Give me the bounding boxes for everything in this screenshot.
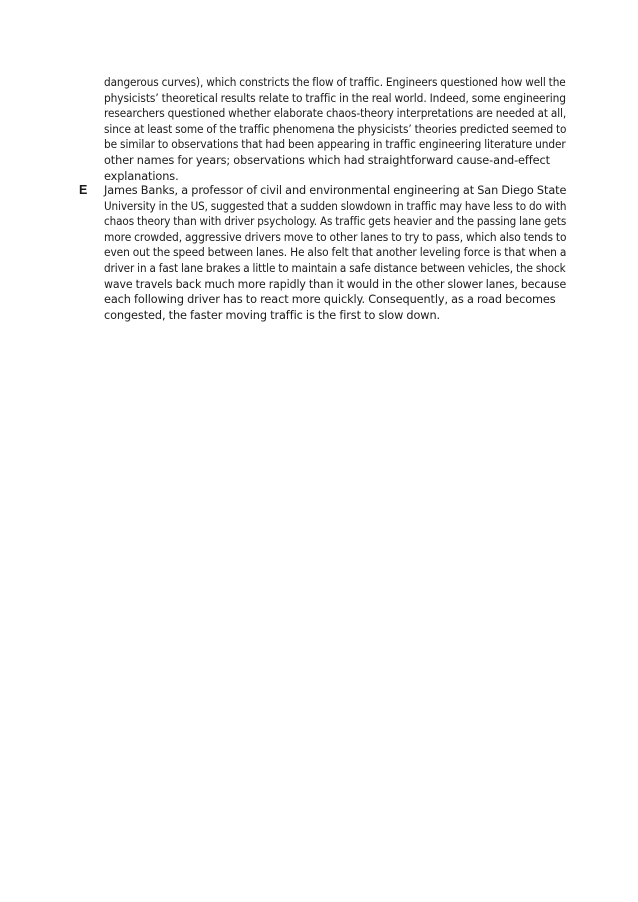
text-line: wave travels back much more rapidly than it would in the other slower lanes, because: [104, 277, 567, 291]
text-line: chaos theory than with driver psychology. As traffic gets heavier and the passing lane gets: [104, 215, 567, 229]
text-line: be similar to observations that had been appearing in traffic engineering literature under: [104, 138, 566, 152]
text-line: even out the speed between lanes. He also felt that another leveling force is that when a: [104, 246, 567, 260]
text-line: University in the US, suggested that a sudden slowdown in traffic may have less to do with: [104, 199, 567, 213]
text-line: researchers questioned whether elaborate chaos-theory interpretations are needed at all,: [104, 107, 567, 121]
text-line: more crowded, aggressive drivers move to other lanes to try to pass, which also tends to: [104, 230, 567, 244]
text-line: other names for years; observations which had straightforward cause-and-effect: [104, 153, 550, 167]
text-line: congested, the faster moving traffic is the first to slow down.: [104, 308, 440, 322]
text-line: James Banks, a professor of civil and environmental engineering at San Diego State: [104, 184, 567, 197]
paragraph-e: [104, 183, 566, 323]
text-line: physicists’ theoretical results relate to traffic in the real world. Indeed, some engineering: [104, 91, 566, 105]
text-line: driver in a fast lane brakes a little to maintain a safe distance between vehicles, the shock: [104, 261, 566, 275]
text-line: since at least some of the traffic phenomena the physicists’ theories predicted seemed to: [104, 122, 567, 136]
text-line: dangerous curves), which constricts the flow of traffic. Engineers questioned how well the: [104, 76, 566, 89]
text-line: explanations.: [104, 169, 179, 183]
paragraph-letter-e: E: [79, 183, 88, 197]
paragraph-continued: [104, 75, 566, 184]
text-line: each following driver has to react more quickly. Consequently, as a road becomes: [104, 293, 556, 307]
